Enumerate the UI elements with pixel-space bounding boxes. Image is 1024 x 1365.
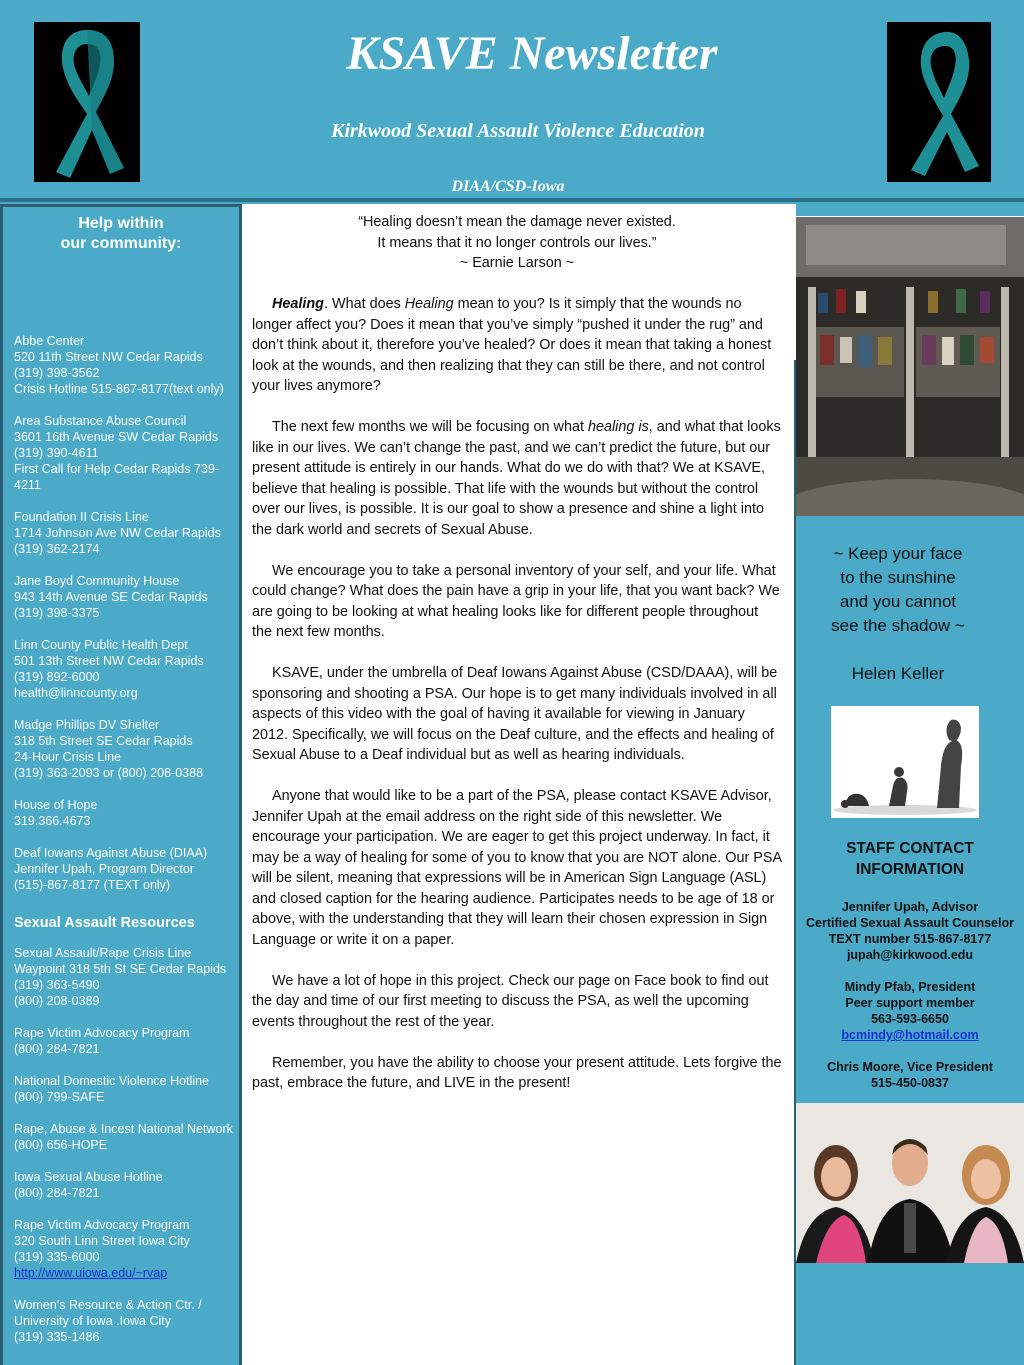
quote-line: and you cannot bbox=[839, 592, 957, 611]
paragraph: Anyone that would like to be a part of the PSA, please contact KSAVE Advisor, Jennifer Upah at the email address on the right side of this newsletter. We encourage your participation. We are eager to get this project underway. In fact, it may be a way of healing for some of you to know that you are NOT alone. Our PSA will be silent, meaning that expressions will be in American Sign Language (ASL) and closed caption for the hearing audience. Participates needs to be age of 18 or above, with the understanding that they will learn their chosen expression in Sign Language or write it on a paper. bbox=[252, 788, 782, 948]
quote-line: ~ Keep your face bbox=[833, 544, 963, 563]
resource-entry: Sexual Assault/Rape Crisis Line Waypoint 318 5th St SE Cedar Rapids (319) 363-5490 (800) 208-0389 bbox=[14, 946, 227, 1008]
staff-line: Jennifer Upah, Advisor bbox=[841, 900, 979, 914]
resource-entry: Linn County Public Health Dept 501 13th Street NW Cedar Rapids (319) 892-6000 health@linncounty.org bbox=[14, 638, 204, 700]
resource-entry: Jane Boyd Community House 943 14th Avenue SE Cedar Rapids (319) 398-3375 bbox=[14, 574, 208, 620]
rvap-link-block bbox=[14, 1265, 234, 1281]
staff-line: Mindy Pfab, President bbox=[844, 980, 976, 994]
opening-quote bbox=[252, 212, 782, 274]
resource-list bbox=[14, 333, 234, 1361]
help-title-line: Help within bbox=[78, 215, 164, 232]
paragraph-text: . What does bbox=[323, 296, 405, 312]
header-divider bbox=[0, 198, 1024, 202]
paragraph bbox=[252, 417, 782, 540]
quote-line: It means that it no longer controls our lives.” bbox=[377, 234, 657, 251]
resource-entry: National Domestic Violence Hotline (800) 799-SAFE bbox=[14, 1074, 210, 1104]
staff-member-jennifer bbox=[796, 899, 1024, 963]
right-sidebar bbox=[796, 204, 1024, 1365]
newsletter-title: KSAVE Newsletter bbox=[346, 27, 718, 80]
staff-line: 515-450-0837 bbox=[871, 1076, 949, 1090]
help-title bbox=[3, 214, 239, 254]
resource-entry: Rape Victim Advocacy Program (800) 284-7821 bbox=[14, 1026, 190, 1056]
staff-line: TEXT number 515-867-8177 bbox=[828, 932, 992, 946]
staff-line: Peer support member bbox=[845, 996, 975, 1010]
resource-entry: Iowa Sexual Abuse Hotline (800) 284-7821 bbox=[14, 1170, 163, 1200]
quote-line: to the sunshine bbox=[840, 568, 956, 587]
rvap-link[interactable]: http://www.uiowa.edu/~rvap bbox=[14, 1266, 168, 1280]
paragraph: We encourage you to take a personal inventory of your self, and your life. What could change? What does the pain have a grip in your life, that you want back? We are going to be looking at what healing looks like for different people throughout the next few months. bbox=[252, 562, 780, 640]
resource-entry: Area Substance Abuse Council 3601 16th Avenue SW Cedar Rapids (319) 390-4611 First Call for Help Cedar Rapids 739-4211 bbox=[14, 414, 219, 492]
mindy-email-link[interactable]: bcmindy@hotmail.com bbox=[841, 1028, 979, 1042]
quote-author: ~ Earnie Larson ~ bbox=[459, 255, 575, 271]
resource-entry: Rape, Abuse & Incest National Network (800) 656-HOPE bbox=[14, 1122, 233, 1152]
quote-line: see the shadow ~ bbox=[831, 616, 965, 635]
help-title-line: our community: bbox=[60, 235, 182, 252]
photo-illustration bbox=[796, 217, 1024, 516]
staff-member-mindy bbox=[796, 979, 1024, 1043]
paragraph: KSAVE, under the umbrella of Deaf Iowans Against Abuse (CSD/DAAA), will be sponsoring and shooting a PSA. Our hope is to get many individuals involved in all aspects of this video with the goal of having it available for viewing in January 2012. Specifically, we will focus on the Deaf culture, and the effects and healing of Sexual Abuse to a Deaf individual but as well as hearing individuals. bbox=[252, 665, 778, 763]
team-photo-illustration bbox=[796, 1103, 1024, 1263]
emphasis-healing-is: healing is bbox=[587, 419, 649, 435]
paragraph-text: , and what that looks like in our lives. We can’t change the past, and we can’t predict the future, but our present attitude is entirely in our hands. What do we do with that? We at KSAVE, believe that healing is possible. That life with the wounds but without the control over our lives, is possible. It is our goal to show a presence and shine a light into the dark world and secrets of Sexual Abuse. bbox=[252, 419, 781, 538]
main-article bbox=[242, 204, 796, 1365]
helen-keller-quote bbox=[796, 542, 1000, 686]
article-body bbox=[242, 204, 796, 1094]
resource-entry: Women's Resource & Action Ctr. / University of Iowa .Iowa City (319) 335-1486 bbox=[14, 1298, 202, 1344]
staff-title-line: STAFF CONTACT bbox=[846, 840, 974, 857]
quote-line: “Healing doesn’t mean the damage never existed. bbox=[358, 214, 676, 230]
paragraph-text: The next few months we will be focusing on what bbox=[272, 419, 588, 435]
staff-member-chris bbox=[796, 1059, 1024, 1091]
paragraph bbox=[252, 294, 782, 397]
resource-entry: House of Hope 319.366.4673 bbox=[14, 798, 98, 828]
staff-line: Certified Sexual Assault Counselor bbox=[806, 916, 1014, 930]
resource-entry: Deaf Iowans Against Abuse (DIAA) Jennifer Upah, Program Director (515)-867-8177 (TEXT only) bbox=[14, 846, 208, 892]
community-help-sidebar bbox=[0, 204, 242, 1365]
resource-entry: Rape Victim Advocacy Program 320 South Linn Street Iowa City (319) 335-6000 bbox=[14, 1218, 190, 1264]
paragraph: Remember, you have the ability to choose your present attitude. Lets forgive the past, embrace the future, and LIVE in the present! bbox=[252, 1054, 782, 1091]
quote-author: Helen Keller bbox=[851, 664, 945, 683]
rising-figures-image bbox=[831, 706, 979, 818]
staff-line: jupah@kirkwood.edu bbox=[846, 948, 974, 962]
newsletter-subtitle: Kirkwood Sexual Assault Violence Education bbox=[331, 120, 705, 142]
paragraph-text: mean to you? Is it simply that the wounds no longer affect you? Does it mean that you’ve simply “pushed it under the rug” and don’t think about it, therefore you’ve healed? Or does it mean that taking a honest look at the wounds, and then realizing that they can still be there, and not control your lives anymore? bbox=[252, 296, 772, 394]
organization-name: DIAA/CSD-Iowa bbox=[451, 178, 565, 195]
staff-title-line: INFORMATION bbox=[855, 861, 965, 878]
staff-team-photo bbox=[796, 1103, 1024, 1263]
rising-figures-illustration bbox=[831, 706, 979, 818]
staff-contact-title bbox=[796, 838, 1024, 880]
staff-contact-list bbox=[796, 899, 1024, 1107]
clothesline-project-photo bbox=[796, 216, 1024, 516]
staff-line: 563-593-6650 bbox=[871, 1012, 949, 1026]
newsletter-header bbox=[0, 0, 1024, 204]
resource-entry: Abbe Center 520 11th Street NW Cedar Rapids (319) 398-3562 Crisis Hotline 515-867-8177(text only) bbox=[14, 334, 224, 396]
paragraph: We have a lot of hope in this project. Check our page on Face book to find out the day and time of our first meeting to discuss the PSA, as well the upcoming events throughout the rest of the year. bbox=[252, 972, 769, 1030]
sexual-assault-resources-heading: Sexual Assault Resources bbox=[14, 915, 195, 931]
emphasis-healing: Healing bbox=[404, 296, 454, 312]
resource-entry: Foundation II Crisis Line 1714 Johnson Ave NW Cedar Rapids (319) 362-2174 bbox=[14, 510, 221, 556]
staff-line: Chris Moore, Vice President bbox=[827, 1060, 993, 1074]
resource-entry: Madge Phillips DV Shelter 318 5th Street SE Cedar Rapids 24-Hour Crisis Line (319) 363-2093 or (800) 208-0388 bbox=[14, 718, 204, 780]
emphasis-healing: Healing bbox=[272, 296, 324, 312]
